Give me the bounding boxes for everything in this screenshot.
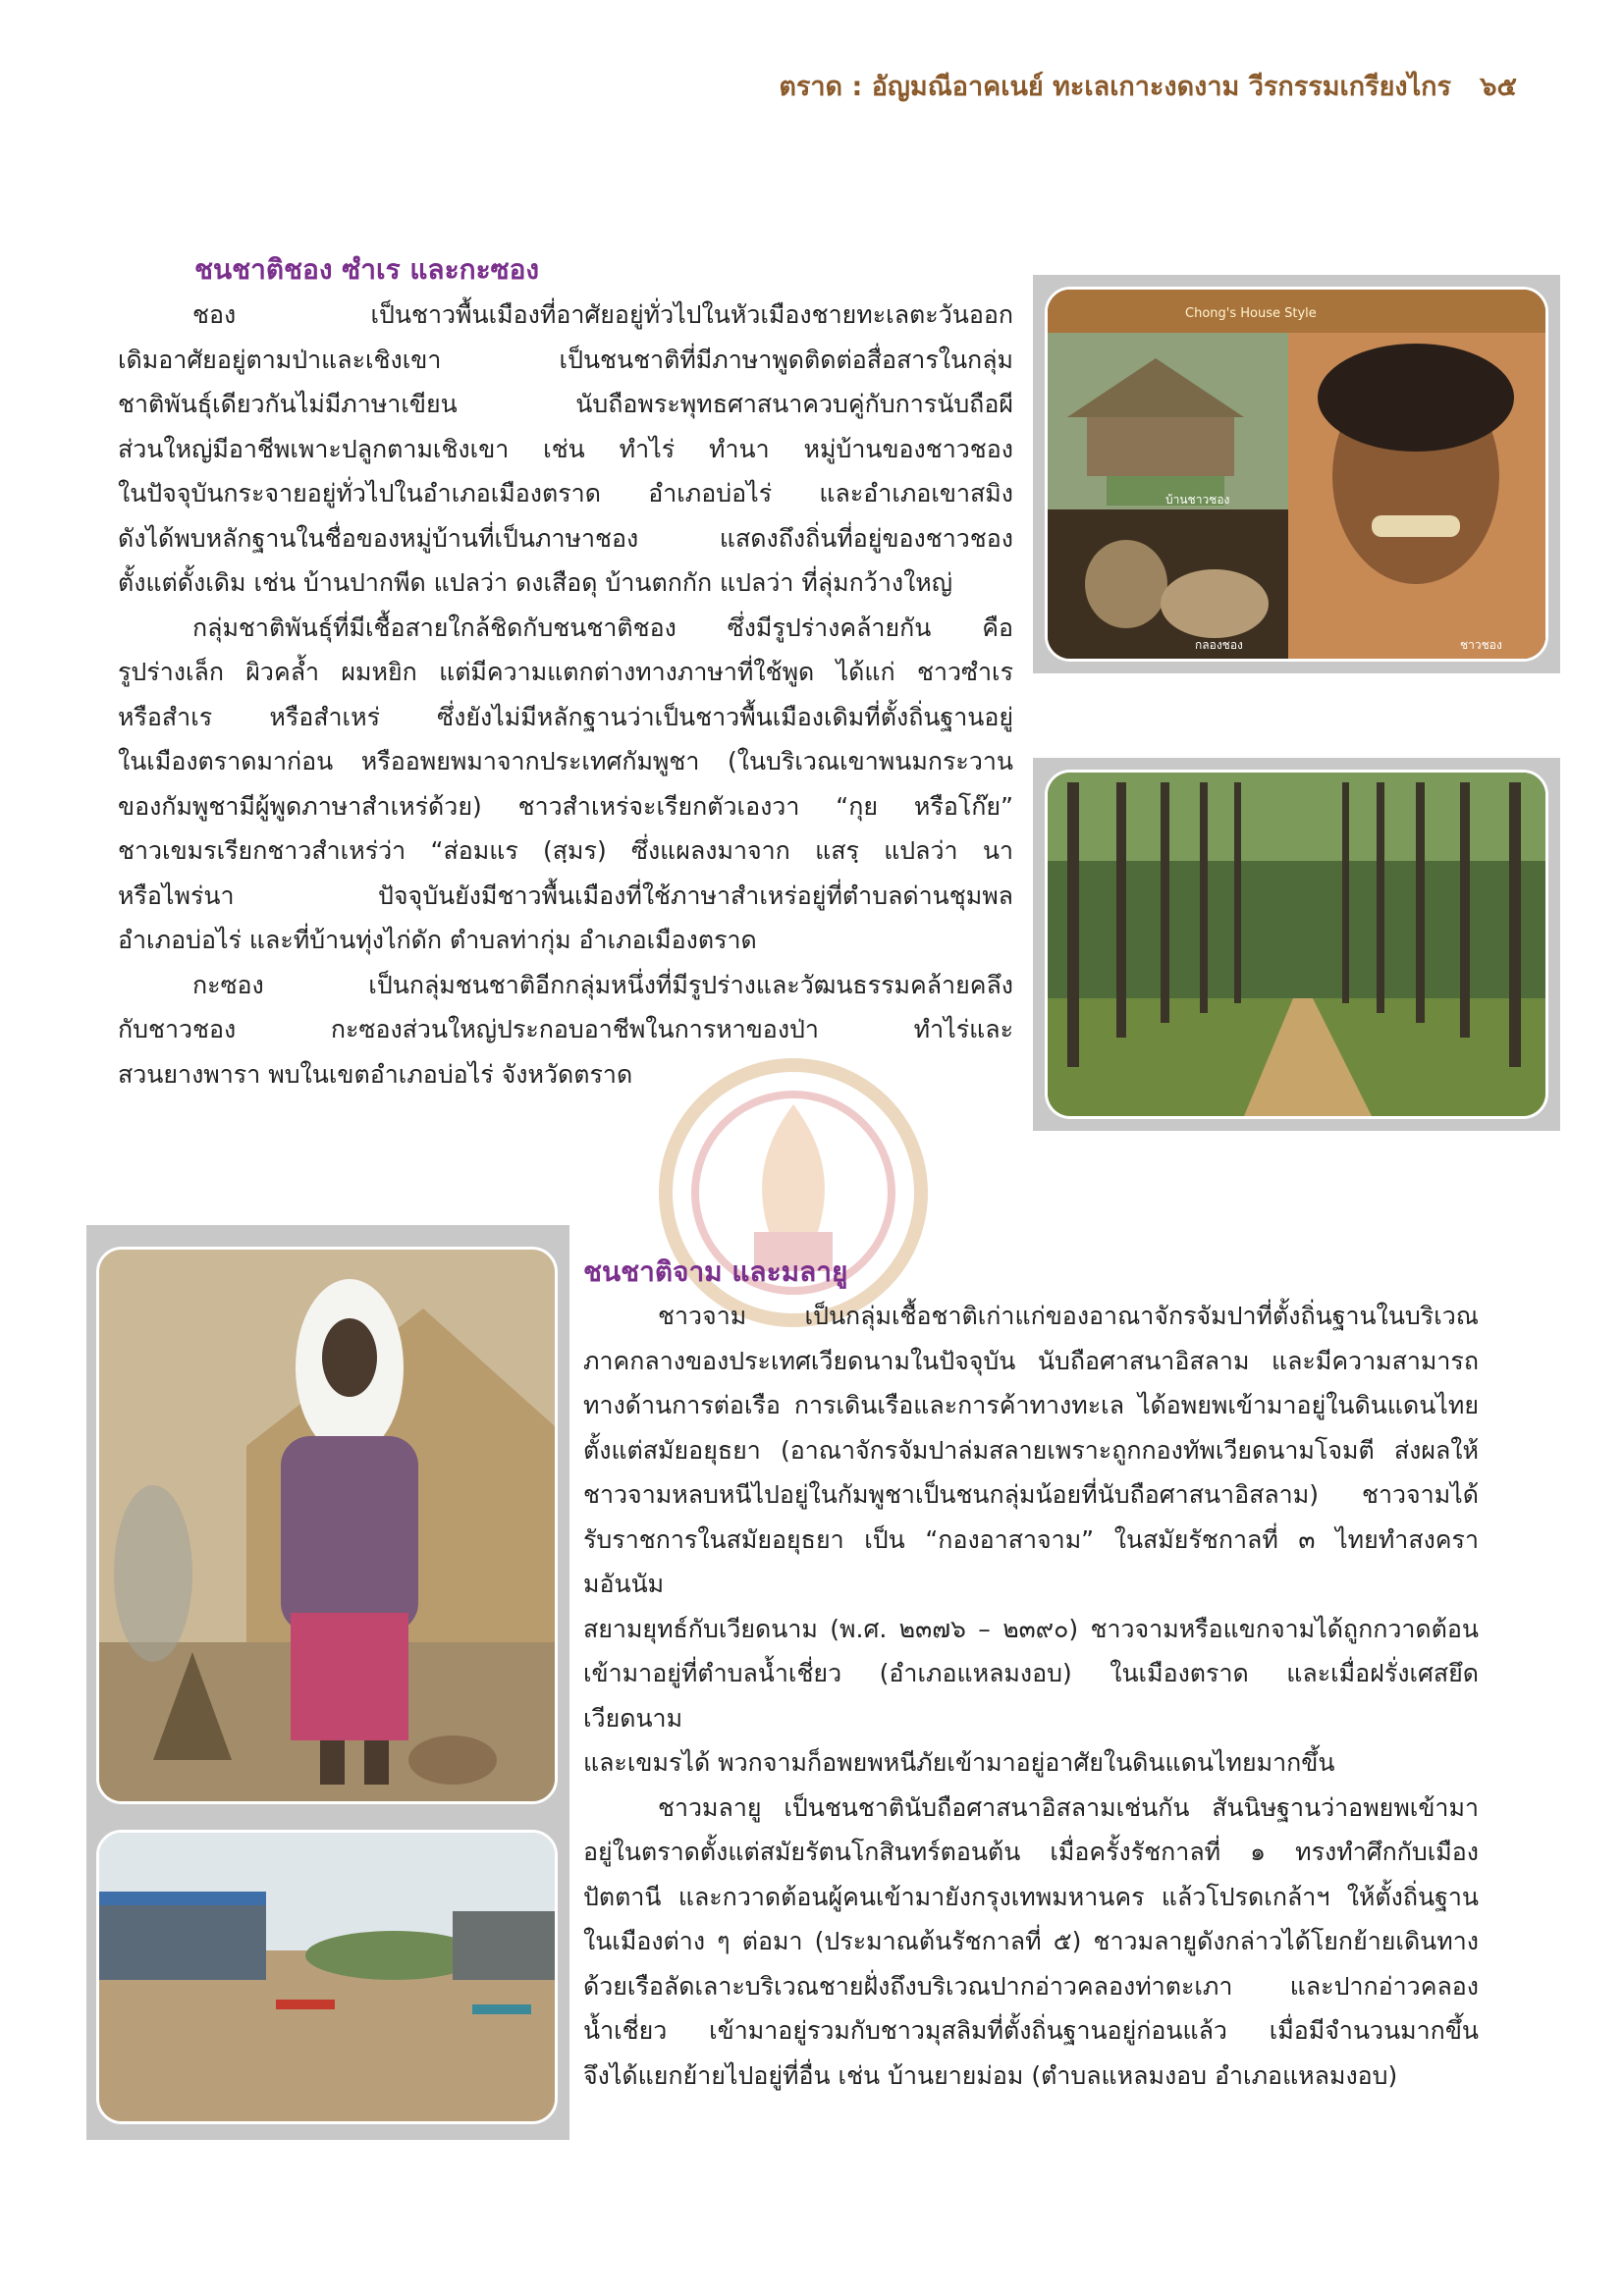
text-line: ส่วนใหญ่มีอาชีพเพาะปลูกตามเชิงเขา เช่น ทำไร่ ทำนา หมู่บ้านของชาวชอง [118, 434, 1013, 463]
photo-chong-people [1045, 287, 1548, 662]
header-subtitle: อัญมณีอาคเนย์ ทะเลเกาะงดงาม วีรกรรมเกรียงไกร [871, 72, 1452, 102]
canal-illustration [99, 1833, 555, 2121]
text-line: ในปัจจุบันกระจายอยู่ทั่วไปในอำเภอเมืองตราด อำเภอบ่อไร่ และอำเภอเขาสมิง [118, 479, 1013, 507]
photo-frame-chong [1033, 275, 1560, 673]
photo-frame-canal [86, 1816, 569, 2140]
photo-frame-plantation [1033, 758, 1560, 1131]
text-line: ในเมืองตราดมาก่อน หรืออพยพมาจากประเทศกัมพูชา (ในบริเวณเขาพนมกระวาน [118, 747, 1013, 775]
photo-label-person: ชาวชอง [1460, 638, 1502, 652]
text-line: หรือไพร่นา ปัจจุบันยังมีชาวพื้นเมืองที่ใช้ภาษาสำเหร่อยู่ที่ตำบลด่านชุมพล [118, 881, 1013, 910]
cham-illustration [99, 1250, 555, 1801]
header-separator: : [851, 72, 863, 102]
header-province: ตราด [779, 72, 843, 102]
text-line: น้ำเชี่ยว เข้ามาอยู่รวมกับชาวมุสลิมที่ตั้งถิ่นฐานอยู่ก่อนแล้ว เมื่อมีจำนวนมากขึ้น [583, 2016, 1479, 2045]
text-line: สยามยุทธ์กับเวียดนาม (พ.ศ. ๒๓๗๖ – ๒๓๙๐) ชาวจามหรือแขกจามได้ถูกกวาดต้อน [583, 1614, 1479, 1643]
text-line: ในเมืองต่าง ๆ ต่อมา (ประมาณต้นรัชกาลที่ ๕) ชาวมลายูดังกล่าวได้โยกย้ายเดินทาง [583, 1927, 1479, 1955]
text-line: รูปร่างเล็ก ผิวคล้ำ ผมหยิก แต่มีความแตกต่างทางภาษาที่ใช้พูด ได้แก่ ชาวซำเร [118, 658, 1013, 686]
text-line: อยู่ในตราดตั้งแต่สมัยรัตนโกสินทร์ตอนต้น เมื่อครั้งรัชกาลที่ ๑ ทรงทำศึกกับเมือง [583, 1838, 1479, 1866]
photo-frame-cham [86, 1225, 569, 1816]
section-title-cham: ชนชาติจาม และมลายู [583, 1255, 848, 1288]
chong-collage-illustration [1048, 290, 1545, 659]
running-header [0, 65, 1517, 107]
text-line: และเขมรได้ พวกจามก็อพยพหนีภัยเข้ามาอยู่อาศัยในดินแดนไทยมากขึ้น [583, 1748, 1335, 1777]
text-line: ชาติพันธุ์เดียวกันไม่มีภาษาเขียน นับถือพระพุทธศาสนาควบคู่กับการนับถือผี [118, 390, 1013, 418]
section-title-chong: ชนชาติชอง ซำเร และกะซอง [194, 253, 540, 286]
section2-body [583, 1294, 1479, 2098]
text-line: กับชาวชอง กะซองส่วนใหญ่ประกอบอาชีพในการหาของป่า ทำไร่และ [118, 1015, 1013, 1043]
photo-label-drum: กลองชอง [1195, 638, 1243, 652]
photo-label-hut: บ้านชาวชอง [1165, 493, 1230, 507]
photo-canal-village [96, 1830, 558, 2124]
text-line: สวนยางพารา พบในเขตอำเภอบ่อไร่ จังหวัดตราด [118, 1059, 633, 1089]
text-line: ตั้งแต่สมัยอยุธยา (อาณาจักรจัมปาล่มสลายเพราะถูกกองทัพเวียดนามโจมตี ส่งผลให้ [583, 1435, 1479, 1465]
photo-sign-text: Chong's House Style [1185, 306, 1317, 321]
text-line: ชาวจามหลบหนีไปอยู่ในกัมพูชาเป็นชนกลุ่มน้อยที่นับถือศาสนาอิสลาม) ชาวจามได้ [583, 1480, 1479, 1509]
text-line: กะซอง เป็นกลุ่มชนชาติอีกกลุ่มหนึ่งที่มีรูปร่างและวัฒนธรรมคล้ายคลึง [192, 970, 1013, 999]
text-line: ด้วยเรือลัดเลาะบริเวณชายฝั่งถึงบริเวณปากอ่าวคลองท่าตะเภา และปากอ่าวคลอง [583, 1971, 1479, 2001]
text-line: กลุ่มชาติพันธุ์ที่มีเชื้อสายใกล้ชิดกับชนชาติชอง ซึ่งมีรูปร่างคล้ายกัน คือ [192, 613, 1013, 642]
text-line: ตั้งแต่ดั้งเดิม เช่น บ้านปากพีด แปลว่า ดงเสือดุ บ้านตกกัก แปลว่า ที่ลุ่มกว้างใหญ่ [118, 568, 953, 597]
text-line: จึงได้แยกย้ายไปอยู่ที่อื่น เช่น บ้านยายม่อม (ตำบลแหลมงอบ อำเภอแหลมงอบ) [583, 2060, 1398, 2090]
text-line: ชอง เป็นชาวพื้นเมืองที่อาศัยอยู่ทั่วไปในหัวเมืองชายทะเลตะวันออก [192, 300, 1013, 329]
text-line: ภาคกลางของประเทศเวียดนามในปัจจุบัน นับถือศาสนาอิสลาม และมีความสามารถ [583, 1346, 1479, 1375]
photo-cham-woman [96, 1247, 558, 1804]
text-line: เข้ามาอยู่ที่ตำบลน้ำเชี่ยว (อำเภอแหลมงอบ) ในเมืองตราด และเมื่อฝรั่งเศสยึดเวียดนาม [583, 1659, 1479, 1733]
page-number: ๖๕ [1480, 72, 1517, 102]
text-line: รับราชการในสมัยอยุธยา เป็น “กองอาสาจาม” ในสมัยรัชกาลที่ ๓ ไทยทำสงครามอันนัม [583, 1524, 1479, 1598]
photo-rubber-plantation [1045, 770, 1548, 1119]
text-line: ชาวเขมรเรียกชาวสำเหร่ว่า “ส่อมแร (สฺมร) ซึ่งแผลงมาจาก แสรฺ แปลว่า นา [118, 836, 1013, 865]
text-line: ปัตตานี และกวาดต้อนผู้คนเข้ามายังกรุงเทพมหานคร แล้วโปรดเกล้าฯ ให้ตั้งถิ่นฐาน [583, 1882, 1479, 1911]
text-line: ทางด้านการต่อเรือ การเดินเรือและการค้าทางทะเล ได้อพยพเข้ามาอยู่ในดินแดนไทย [583, 1391, 1479, 1419]
text-line: ของกัมพูชามีผู้พูดภาษาสำเหร่ด้วย) ชาวสำเหร่จะเรียกตัวเองวา “กุย หรือโก๊ย” [118, 791, 1013, 821]
text-line: เดิมอาศัยอยู่ตามป่าและเชิงเขา เป็นชนชาติที่มีภาษาพูดติดต่อสื่อสารในกลุ่ม [118, 345, 1013, 374]
text-line: หรือสำเร หรือสำเหร่ ซึ่งยังไม่มีหลักฐานว่าเป็นชาวพื้นเมืองเดิมที่ตั้งถิ่นฐานอยู่ [118, 702, 1013, 731]
section1-body [118, 293, 1013, 1096]
text-line: ชาวมลายู เป็นชนชาตินับถือศาสนาอิสลามเช่นกัน สันนิษฐานว่าอพยพเข้ามา [658, 1792, 1479, 1822]
text-line: อำเภอบ่อไร่ และที่บ้านทุ่งไก่ดัก ตำบลท่ากุ่ม อำเภอเมืองตราด [118, 926, 757, 954]
text-line: ดังได้พบหลักฐานในชื่อของหมู่บ้านที่เป็นภาษาชอง แสดงถึงถิ่นที่อยู่ของชาวชอง [118, 523, 1013, 553]
plantation-illustration [1048, 773, 1545, 1116]
text-line: ชาวจาม เป็นกลุ่มเชื้อชาติเก่าแก่ของอาณาจักรจัมปาที่ตั้งถิ่นฐานในบริเวณ [658, 1302, 1479, 1330]
